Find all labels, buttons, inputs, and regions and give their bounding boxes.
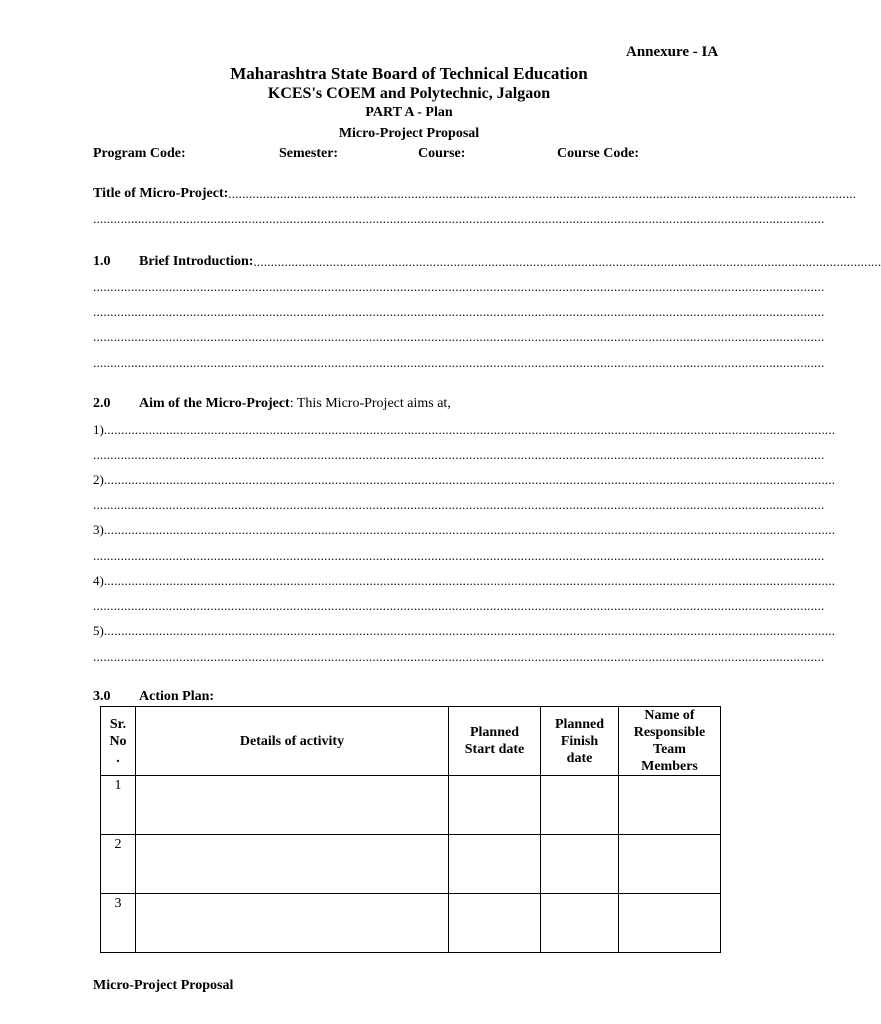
footer-title: Micro-Project Proposal	[93, 978, 234, 993]
dotted-line: ....................................................................................................................................................................................................................	[93, 355, 825, 370]
members-cell[interactable]	[619, 835, 721, 894]
semester-label: Semester:	[279, 146, 339, 161]
dotted-fill: ....................................................................................................................................................................................................................	[103, 422, 836, 437]
dotted-line: ....................................................................................................................................................................................................................	[93, 211, 825, 226]
details-cell[interactable]	[136, 894, 449, 953]
action-plan-label: Action Plan:	[139, 689, 215, 704]
intro-number: 1.0	[93, 254, 111, 269]
table-header-row	[101, 707, 721, 776]
dotted-fill: ......................................................................................................................................................................................	[253, 254, 881, 269]
aim-text: : This Micro-Project aims at,	[289, 396, 451, 411]
header-planned-start: Planned Start date	[449, 707, 541, 776]
proposal-title: Micro-Project Proposal	[338, 126, 480, 141]
dotted-line: ....................................................................................................................................................................................................................	[93, 447, 825, 462]
action-plan-heading	[93, 689, 214, 705]
course-label: Course:	[418, 146, 466, 161]
dotted-line: ....................................................................................................................................................................................................................	[93, 548, 825, 563]
aim-label: Aim of the Micro-Project	[139, 396, 290, 411]
start-date-cell[interactable]	[449, 835, 541, 894]
start-date-cell[interactable]	[449, 776, 541, 835]
intro-line	[93, 254, 881, 270]
members-cell[interactable]	[619, 776, 721, 835]
aim-item-number: 5)	[93, 623, 104, 638]
title-line	[93, 186, 857, 202]
aim-heading	[93, 396, 451, 412]
details-cell[interactable]	[136, 835, 449, 894]
aim-item	[93, 472, 836, 488]
dotted-fill: ....................................................................................................................................................................................................................	[103, 573, 836, 588]
dotted-fill: ......................................................................................................................................................................................	[228, 186, 857, 201]
aim-item	[93, 573, 836, 589]
dotted-fill: ....................................................................................................................................................................................................................	[103, 623, 836, 638]
aim-item	[93, 522, 836, 538]
details-cell[interactable]	[136, 776, 449, 835]
title-label: Title of Micro-Project:	[93, 186, 229, 201]
row-number: 3	[101, 894, 136, 953]
dotted-line: ....................................................................................................................................................................................................................	[93, 329, 825, 344]
aim-item	[93, 422, 836, 438]
table-row	[101, 835, 721, 894]
intro-label: Brief Introduction:	[139, 254, 254, 269]
dotted-line: ....................................................................................................................................................................................................................	[93, 598, 825, 613]
action-plan-table	[100, 706, 721, 953]
dotted-line: ....................................................................................................................................................................................................................	[93, 497, 825, 512]
table-row	[101, 776, 721, 835]
aim-item-number: 1)	[93, 422, 104, 437]
finish-date-cell[interactable]	[541, 894, 619, 953]
aim-number: 2.0	[93, 396, 111, 411]
action-plan-number: 3.0	[93, 689, 111, 704]
header-details: Details of activity	[136, 707, 449, 776]
members-cell[interactable]	[619, 894, 721, 953]
header-sr-no: Sr. No .	[101, 707, 136, 776]
finish-date-cell[interactable]	[541, 776, 619, 835]
row-number: 2	[101, 835, 136, 894]
header-team-members: Name of Responsible Team Members	[619, 707, 721, 776]
aim-item	[93, 623, 836, 639]
aim-item-number: 4)	[93, 573, 104, 588]
finish-date-cell[interactable]	[541, 835, 619, 894]
annexure-label: Annexure - IA	[626, 44, 719, 60]
aim-item-number: 3)	[93, 522, 104, 537]
dotted-fill: ....................................................................................................................................................................................................................	[103, 472, 836, 487]
header-planned-finish: Planned Finish date	[541, 707, 619, 776]
program-code-label: Program Code:	[93, 146, 186, 161]
aim-item-number: 2)	[93, 472, 104, 487]
dotted-fill: ....................................................................................................................................................................................................................	[103, 522, 836, 537]
course-code-label: Course Code:	[557, 146, 640, 161]
board-title: Maharashtra State Board of Technical Education	[230, 64, 588, 83]
row-number: 1	[101, 776, 136, 835]
dotted-line: ....................................................................................................................................................................................................................	[93, 304, 825, 319]
part-title: PART A - Plan	[365, 105, 453, 120]
dotted-line: ....................................................................................................................................................................................................................	[93, 649, 825, 664]
table-row	[101, 894, 721, 953]
dotted-line: ....................................................................................................................................................................................................................	[93, 279, 825, 294]
start-date-cell[interactable]	[449, 894, 541, 953]
college-name: KCES's COEM and Polytechnic, Jalgaon	[267, 85, 551, 102]
